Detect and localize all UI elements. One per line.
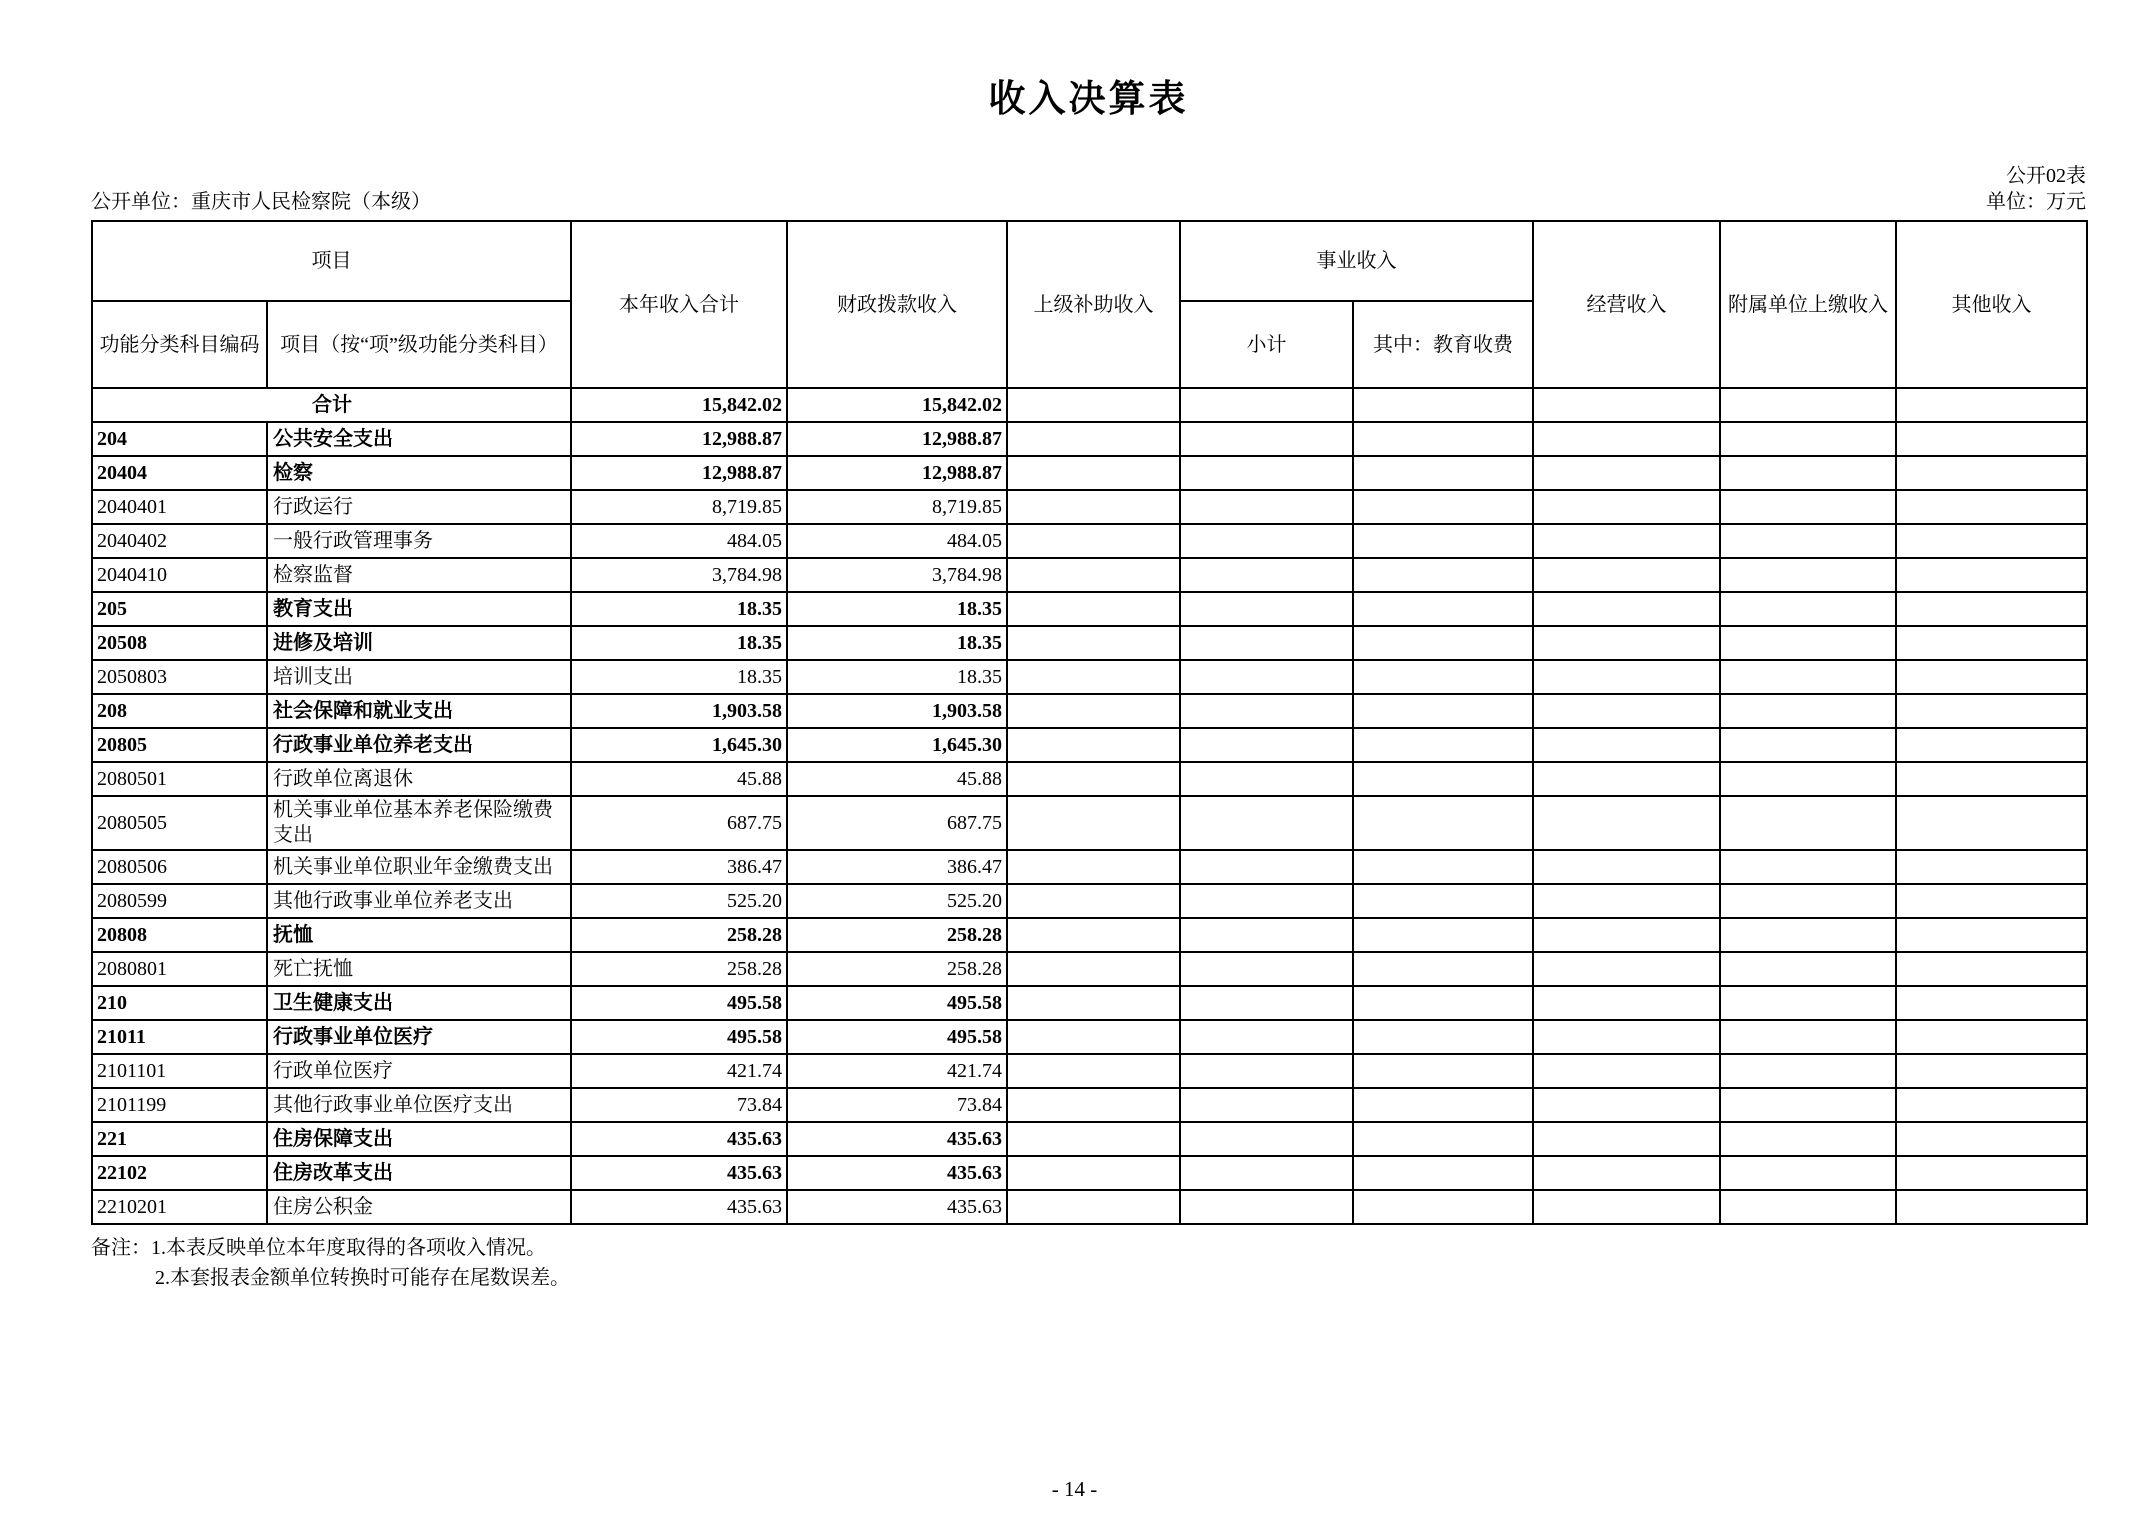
row-superior-subsidy bbox=[1007, 850, 1180, 884]
row-superior-subsidy bbox=[1007, 884, 1180, 918]
table-row bbox=[92, 422, 2087, 456]
row-fiscal-appropriation: 8,719.85 bbox=[787, 490, 1007, 524]
row-operating-income bbox=[1533, 1054, 1720, 1088]
row-superior-subsidy bbox=[1007, 1020, 1180, 1054]
row-operating-income bbox=[1533, 1190, 1720, 1224]
row-item: 行政单位医疗 bbox=[267, 1054, 571, 1088]
row-superior-subsidy bbox=[1007, 694, 1180, 728]
row-code: 204 bbox=[92, 422, 267, 456]
row-item: 抚恤 bbox=[267, 918, 571, 952]
table-row bbox=[92, 796, 2087, 850]
row-superior-subsidy bbox=[1007, 1122, 1180, 1156]
row-business-subtotal bbox=[1180, 796, 1353, 850]
row-annual-total: 258.28 bbox=[571, 952, 787, 986]
row-item: 行政事业单位养老支出 bbox=[267, 728, 571, 762]
row-operating-income bbox=[1533, 694, 1720, 728]
row-other-income bbox=[1896, 1156, 2087, 1190]
document-content bbox=[91, 0, 2086, 1293]
row-business-subtotal bbox=[1180, 1088, 1353, 1122]
row-item: 死亡抚恤 bbox=[267, 952, 571, 986]
header-subtotal: 小计 bbox=[1180, 301, 1353, 388]
row-other-income bbox=[1896, 388, 2087, 422]
row-business-subtotal bbox=[1180, 1054, 1353, 1088]
row-annual-total: 258.28 bbox=[571, 918, 787, 952]
row-other-income bbox=[1896, 660, 2087, 694]
row-code: 20404 bbox=[92, 456, 267, 490]
row-other-income bbox=[1896, 796, 2087, 850]
row-education-fee bbox=[1353, 728, 1533, 762]
row-annual-total: 18.35 bbox=[571, 626, 787, 660]
header-fiscal-appropriation: 财政拨款收入 bbox=[787, 221, 1007, 388]
header-affiliated-income: 附属单位上缴收入 bbox=[1720, 221, 1896, 388]
table-row bbox=[92, 388, 2087, 422]
row-superior-subsidy bbox=[1007, 1054, 1180, 1088]
row-education-fee bbox=[1353, 884, 1533, 918]
row-item: 住房保障支出 bbox=[267, 1122, 571, 1156]
row-item: 公共安全支出 bbox=[267, 422, 571, 456]
header-education-fee: 其中：教育收费 bbox=[1353, 301, 1533, 388]
row-business-subtotal bbox=[1180, 850, 1353, 884]
header-business-income-group: 事业收入 bbox=[1180, 221, 1533, 301]
row-item: 其他行政事业单位养老支出 bbox=[267, 884, 571, 918]
page-number: - 14 - bbox=[1051, 1477, 1098, 1501]
row-fiscal-appropriation: 435.63 bbox=[787, 1122, 1007, 1156]
row-affiliated-income bbox=[1720, 388, 1896, 422]
row-affiliated-income bbox=[1720, 694, 1896, 728]
row-business-subtotal bbox=[1180, 1156, 1353, 1190]
row-education-fee bbox=[1353, 952, 1533, 986]
table-row bbox=[92, 986, 2087, 1020]
row-business-subtotal bbox=[1180, 762, 1353, 796]
row-affiliated-income bbox=[1720, 850, 1896, 884]
meta-row bbox=[91, 190, 2086, 215]
row-code: 2080506 bbox=[92, 850, 267, 884]
row-operating-income bbox=[1533, 762, 1720, 796]
row-other-income bbox=[1896, 490, 2087, 524]
row-other-income bbox=[1896, 558, 2087, 592]
row-education-fee bbox=[1353, 762, 1533, 796]
table-row bbox=[92, 728, 2087, 762]
row-affiliated-income bbox=[1720, 986, 1896, 1020]
row-code: 20805 bbox=[92, 728, 267, 762]
row-item: 行政运行 bbox=[267, 490, 571, 524]
row-superior-subsidy bbox=[1007, 422, 1180, 456]
row-superior-subsidy bbox=[1007, 728, 1180, 762]
row-superior-subsidy bbox=[1007, 1190, 1180, 1224]
table-row bbox=[92, 1156, 2087, 1190]
row-item: 机关事业单位职业年金缴费支出 bbox=[267, 850, 571, 884]
row-operating-income bbox=[1533, 728, 1720, 762]
row-fiscal-appropriation: 18.35 bbox=[787, 626, 1007, 660]
row-fiscal-appropriation: 18.35 bbox=[787, 660, 1007, 694]
row-superior-subsidy bbox=[1007, 918, 1180, 952]
table-row bbox=[92, 762, 2087, 796]
row-code: 2080599 bbox=[92, 884, 267, 918]
row-item: 机关事业单位基本养老保险缴费支出 bbox=[267, 796, 571, 850]
row-affiliated-income bbox=[1720, 918, 1896, 952]
row-education-fee bbox=[1353, 388, 1533, 422]
header-project-group: 项目 bbox=[92, 221, 571, 301]
row-annual-total: 435.63 bbox=[571, 1190, 787, 1224]
row-fiscal-appropriation: 484.05 bbox=[787, 524, 1007, 558]
row-code: 208 bbox=[92, 694, 267, 728]
row-operating-income bbox=[1533, 1088, 1720, 1122]
table-row bbox=[92, 456, 2087, 490]
row-operating-income bbox=[1533, 626, 1720, 660]
row-affiliated-income bbox=[1720, 490, 1896, 524]
row-affiliated-income bbox=[1720, 1156, 1896, 1190]
row-other-income bbox=[1896, 456, 2087, 490]
row-operating-income bbox=[1533, 524, 1720, 558]
row-business-subtotal bbox=[1180, 1122, 1353, 1156]
row-other-income bbox=[1896, 1190, 2087, 1224]
header-function-code: 功能分类科目编码 bbox=[92, 301, 267, 388]
row-item: 住房公积金 bbox=[267, 1190, 571, 1224]
row-education-fee bbox=[1353, 626, 1533, 660]
row-code: 210 bbox=[92, 986, 267, 1020]
row-business-subtotal bbox=[1180, 884, 1353, 918]
row-code: 22102 bbox=[92, 1156, 267, 1190]
row-education-fee bbox=[1353, 490, 1533, 524]
row-annual-total: 484.05 bbox=[571, 524, 787, 558]
table-row bbox=[92, 660, 2087, 694]
row-affiliated-income bbox=[1720, 524, 1896, 558]
row-affiliated-income bbox=[1720, 1088, 1896, 1122]
row-affiliated-income bbox=[1720, 1020, 1896, 1054]
row-fiscal-appropriation: 386.47 bbox=[787, 850, 1007, 884]
row-education-fee bbox=[1353, 986, 1533, 1020]
table-row bbox=[92, 694, 2087, 728]
row-annual-total: 45.88 bbox=[571, 762, 787, 796]
table-row bbox=[92, 1088, 2087, 1122]
row-annual-total: 12,988.87 bbox=[571, 422, 787, 456]
row-business-subtotal bbox=[1180, 952, 1353, 986]
table-row bbox=[92, 850, 2087, 884]
row-business-subtotal bbox=[1180, 660, 1353, 694]
row-annual-total: 421.74 bbox=[571, 1054, 787, 1088]
row-education-fee bbox=[1353, 660, 1533, 694]
publisher-label: 公开单位：重庆市人民检察院（本级） bbox=[91, 191, 431, 213]
row-other-income bbox=[1896, 986, 2087, 1020]
row-superior-subsidy bbox=[1007, 1088, 1180, 1122]
row-superior-subsidy bbox=[1007, 524, 1180, 558]
row-superior-subsidy bbox=[1007, 558, 1180, 592]
row-education-fee bbox=[1353, 1020, 1533, 1054]
row-fiscal-appropriation: 421.74 bbox=[787, 1054, 1007, 1088]
row-annual-total: 525.20 bbox=[571, 884, 787, 918]
row-operating-income bbox=[1533, 1122, 1720, 1156]
row-code: 20508 bbox=[92, 626, 267, 660]
table-row bbox=[92, 1020, 2087, 1054]
row-fiscal-appropriation: 3,784.98 bbox=[787, 558, 1007, 592]
row-business-subtotal bbox=[1180, 456, 1353, 490]
row-fiscal-appropriation: 495.58 bbox=[787, 1020, 1007, 1054]
table-row bbox=[92, 1054, 2087, 1088]
note-line-2: 2.本套报表金额单位转换时可能存在尾数误差。 bbox=[155, 1267, 570, 1289]
row-affiliated-income bbox=[1720, 626, 1896, 660]
row-other-income bbox=[1896, 850, 2087, 884]
row-other-income bbox=[1896, 884, 2087, 918]
row-superior-subsidy bbox=[1007, 592, 1180, 626]
income-table bbox=[91, 220, 2088, 1225]
row-code: 2040410 bbox=[92, 558, 267, 592]
row-affiliated-income bbox=[1720, 796, 1896, 850]
row-fiscal-appropriation: 258.28 bbox=[787, 952, 1007, 986]
row-annual-total: 73.84 bbox=[571, 1088, 787, 1122]
row-annual-total: 18.35 bbox=[571, 592, 787, 626]
row-superior-subsidy bbox=[1007, 388, 1180, 422]
table-row bbox=[92, 490, 2087, 524]
row-education-fee bbox=[1353, 918, 1533, 952]
row-annual-total: 3,784.98 bbox=[571, 558, 787, 592]
row-operating-income bbox=[1533, 796, 1720, 850]
row-affiliated-income bbox=[1720, 558, 1896, 592]
row-other-income bbox=[1896, 626, 2087, 660]
header-item: 项目（按“项”级功能分类科目） bbox=[267, 301, 571, 388]
row-affiliated-income bbox=[1720, 592, 1896, 626]
row-fiscal-appropriation: 45.88 bbox=[787, 762, 1007, 796]
row-operating-income bbox=[1533, 952, 1720, 986]
row-business-subtotal bbox=[1180, 490, 1353, 524]
row-other-income bbox=[1896, 952, 2087, 986]
row-other-income bbox=[1896, 1122, 2087, 1156]
row-other-income bbox=[1896, 524, 2087, 558]
row-affiliated-income bbox=[1720, 884, 1896, 918]
row-annual-total: 1,903.58 bbox=[571, 694, 787, 728]
row-annual-total: 495.58 bbox=[571, 1020, 787, 1054]
row-superior-subsidy bbox=[1007, 456, 1180, 490]
row-fiscal-appropriation: 1,903.58 bbox=[787, 694, 1007, 728]
row-annual-total: 687.75 bbox=[571, 796, 787, 850]
row-fiscal-appropriation: 258.28 bbox=[787, 918, 1007, 952]
row-business-subtotal bbox=[1180, 1190, 1353, 1224]
row-operating-income bbox=[1533, 918, 1720, 952]
row-item: 进修及培训 bbox=[267, 626, 571, 660]
row-affiliated-income bbox=[1720, 1190, 1896, 1224]
row-operating-income bbox=[1533, 592, 1720, 626]
row-fiscal-appropriation: 687.75 bbox=[787, 796, 1007, 850]
row-superior-subsidy bbox=[1007, 796, 1180, 850]
row-education-fee bbox=[1353, 1122, 1533, 1156]
table-body bbox=[92, 388, 2087, 1224]
row-code: 2080505 bbox=[92, 796, 267, 850]
note-line-1: 备注：1.本表反映单位本年度取得的各项收入情况。 bbox=[91, 1237, 546, 1259]
row-operating-income bbox=[1533, 986, 1720, 1020]
row-operating-income bbox=[1533, 1020, 1720, 1054]
row-affiliated-income bbox=[1720, 762, 1896, 796]
row-business-subtotal bbox=[1180, 1020, 1353, 1054]
row-item: 行政事业单位医疗 bbox=[267, 1020, 571, 1054]
row-annual-total: 1,645.30 bbox=[571, 728, 787, 762]
row-affiliated-income bbox=[1720, 728, 1896, 762]
row-business-subtotal bbox=[1180, 592, 1353, 626]
row-item: 住房改革支出 bbox=[267, 1156, 571, 1190]
table-row bbox=[92, 524, 2087, 558]
row-education-fee bbox=[1353, 422, 1533, 456]
row-fiscal-appropriation: 73.84 bbox=[787, 1088, 1007, 1122]
table-row bbox=[92, 884, 2087, 918]
row-other-income bbox=[1896, 592, 2087, 626]
row-fiscal-appropriation: 12,988.87 bbox=[787, 456, 1007, 490]
row-fiscal-appropriation: 12,988.87 bbox=[787, 422, 1007, 456]
row-business-subtotal bbox=[1180, 422, 1353, 456]
table-row bbox=[92, 592, 2087, 626]
row-operating-income bbox=[1533, 884, 1720, 918]
row-annual-total: 435.63 bbox=[571, 1122, 787, 1156]
row-annual-total: 8,719.85 bbox=[571, 490, 787, 524]
row-business-subtotal bbox=[1180, 558, 1353, 592]
row-code: 2101199 bbox=[92, 1088, 267, 1122]
row-annual-total: 18.35 bbox=[571, 660, 787, 694]
row-business-subtotal bbox=[1180, 626, 1353, 660]
row-other-income bbox=[1896, 728, 2087, 762]
row-item: 教育支出 bbox=[267, 592, 571, 626]
row-operating-income bbox=[1533, 558, 1720, 592]
header-other-income: 其他收入 bbox=[1896, 221, 2087, 388]
notes bbox=[91, 1233, 2086, 1293]
row-item: 卫生健康支出 bbox=[267, 986, 571, 1020]
row-affiliated-income bbox=[1720, 456, 1896, 490]
row-item: 一般行政管理事务 bbox=[267, 524, 571, 558]
row-annual-total: 12,988.87 bbox=[571, 456, 787, 490]
row-item: 检察 bbox=[267, 456, 571, 490]
header-superior-subsidy: 上级补助收入 bbox=[1007, 221, 1180, 388]
table-row bbox=[92, 918, 2087, 952]
form-code: 公开02表 bbox=[2006, 165, 2086, 187]
row-item: 行政单位离退休 bbox=[267, 762, 571, 796]
row-affiliated-income bbox=[1720, 660, 1896, 694]
row-code: 2080801 bbox=[92, 952, 267, 986]
row-superior-subsidy bbox=[1007, 762, 1180, 796]
table-header bbox=[92, 221, 2087, 388]
row-code: 2210201 bbox=[92, 1190, 267, 1224]
row-fiscal-appropriation: 18.35 bbox=[787, 592, 1007, 626]
row-superior-subsidy bbox=[1007, 1156, 1180, 1190]
row-education-fee bbox=[1353, 1088, 1533, 1122]
row-code: 221 bbox=[92, 1122, 267, 1156]
row-operating-income bbox=[1533, 490, 1720, 524]
row-education-fee bbox=[1353, 456, 1533, 490]
unit-label: 单位：万元 bbox=[1986, 191, 2086, 213]
row-operating-income bbox=[1533, 456, 1720, 490]
row-item: 其他行政事业单位医疗支出 bbox=[267, 1088, 571, 1122]
row-fiscal-appropriation: 525.20 bbox=[787, 884, 1007, 918]
row-item: 合计 bbox=[92, 388, 571, 422]
row-item: 检察监督 bbox=[267, 558, 571, 592]
row-business-subtotal bbox=[1180, 918, 1353, 952]
row-annual-total: 495.58 bbox=[571, 986, 787, 1020]
row-code: 2101101 bbox=[92, 1054, 267, 1088]
row-other-income bbox=[1896, 762, 2087, 796]
row-business-subtotal bbox=[1180, 728, 1353, 762]
row-business-subtotal bbox=[1180, 694, 1353, 728]
row-business-subtotal bbox=[1180, 986, 1353, 1020]
row-other-income bbox=[1896, 422, 2087, 456]
row-code: 205 bbox=[92, 592, 267, 626]
row-business-subtotal bbox=[1180, 388, 1353, 422]
row-annual-total: 15,842.02 bbox=[571, 388, 787, 422]
row-other-income bbox=[1896, 1088, 2087, 1122]
row-business-subtotal bbox=[1180, 524, 1353, 558]
row-education-fee bbox=[1353, 694, 1533, 728]
row-affiliated-income bbox=[1720, 422, 1896, 456]
row-operating-income bbox=[1533, 422, 1720, 456]
row-fiscal-appropriation: 435.63 bbox=[787, 1156, 1007, 1190]
row-other-income bbox=[1896, 694, 2087, 728]
row-fiscal-appropriation: 15,842.02 bbox=[787, 388, 1007, 422]
row-affiliated-income bbox=[1720, 952, 1896, 986]
row-affiliated-income bbox=[1720, 1054, 1896, 1088]
row-fiscal-appropriation: 1,645.30 bbox=[787, 728, 1007, 762]
row-superior-subsidy bbox=[1007, 952, 1180, 986]
table-row bbox=[92, 952, 2087, 986]
row-code: 2040401 bbox=[92, 490, 267, 524]
row-annual-total: 435.63 bbox=[571, 1156, 787, 1190]
row-code: 2080501 bbox=[92, 762, 267, 796]
row-education-fee bbox=[1353, 1054, 1533, 1088]
row-superior-subsidy bbox=[1007, 986, 1180, 1020]
row-operating-income bbox=[1533, 388, 1720, 422]
page-title: 收入决算表 bbox=[988, 79, 1189, 120]
row-fiscal-appropriation: 435.63 bbox=[787, 1190, 1007, 1224]
row-education-fee bbox=[1353, 558, 1533, 592]
row-education-fee bbox=[1353, 524, 1533, 558]
row-other-income bbox=[1896, 1020, 2087, 1054]
row-item: 社会保障和就业支出 bbox=[267, 694, 571, 728]
row-code: 21011 bbox=[92, 1020, 267, 1054]
row-education-fee bbox=[1353, 796, 1533, 850]
row-item: 培训支出 bbox=[267, 660, 571, 694]
row-superior-subsidy bbox=[1007, 660, 1180, 694]
row-operating-income bbox=[1533, 850, 1720, 884]
table-row bbox=[92, 1190, 2087, 1224]
table-row bbox=[92, 1122, 2087, 1156]
table-row bbox=[92, 558, 2087, 592]
row-fiscal-appropriation: 495.58 bbox=[787, 986, 1007, 1020]
row-code: 2040402 bbox=[92, 524, 267, 558]
header-operating-income: 经营收入 bbox=[1533, 221, 1720, 388]
row-code: 2050803 bbox=[92, 660, 267, 694]
row-other-income bbox=[1896, 918, 2087, 952]
row-operating-income bbox=[1533, 660, 1720, 694]
row-education-fee bbox=[1353, 1190, 1533, 1224]
row-affiliated-income bbox=[1720, 1122, 1896, 1156]
row-education-fee bbox=[1353, 850, 1533, 884]
header-annual-total: 本年收入合计 bbox=[571, 221, 787, 388]
table-row bbox=[92, 626, 2087, 660]
row-other-income bbox=[1896, 1054, 2087, 1088]
row-education-fee bbox=[1353, 1156, 1533, 1190]
row-education-fee bbox=[1353, 592, 1533, 626]
row-superior-subsidy bbox=[1007, 626, 1180, 660]
row-code: 20808 bbox=[92, 918, 267, 952]
row-annual-total: 386.47 bbox=[571, 850, 787, 884]
row-operating-income bbox=[1533, 1156, 1720, 1190]
row-superior-subsidy bbox=[1007, 490, 1180, 524]
